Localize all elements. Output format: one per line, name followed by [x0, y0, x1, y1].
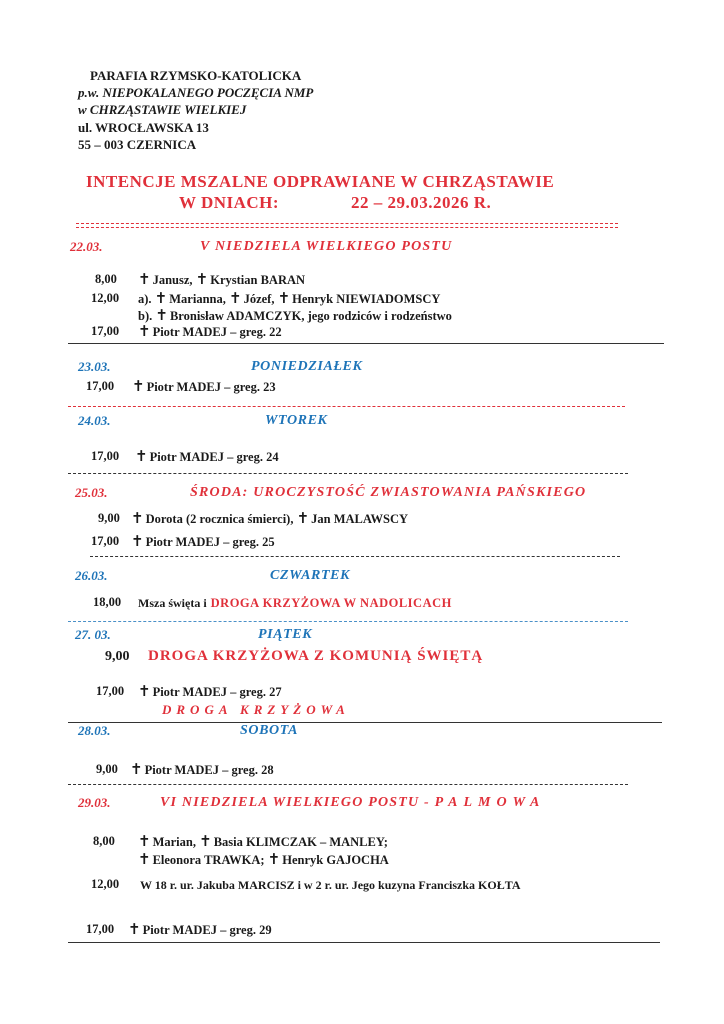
mass-time: 8,00: [93, 834, 115, 848]
mass-intention: ✝ Piotr MADEJ – greg. 25: [131, 534, 275, 550]
day-name: ŚRODA: UROCZYSTOŚĆ ZWIASTOWANIA PAŃSKIEGO: [190, 485, 587, 500]
mass-intention: ✝ Piotr MADEJ – greg. 28: [130, 762, 274, 778]
divider: [90, 556, 620, 557]
day-name: VI NIEDZIELA WIELKIEGO POSTU - PALMOWA: [160, 795, 546, 810]
mass-intention: ✝ Piotr MADEJ – greg. 24: [135, 449, 279, 465]
mass-time: 17,00: [91, 324, 120, 338]
mass-time: 17,00: [91, 449, 120, 463]
divider: [68, 621, 628, 622]
parish-postal: 55 – 003 CZERNICA: [78, 137, 197, 152]
mass-intention: ✝ Janusz, ✝ Krystian BARAN: [138, 272, 306, 288]
cross-icon: ✝: [199, 834, 212, 850]
cross-icon: ✝: [267, 852, 281, 868]
cross-icon: ✝: [138, 834, 151, 850]
mass-time: 18,00: [93, 595, 122, 609]
page-title: INTENCJE MSZALNE ODPRAWIANE W CHRZĄSTAWIE: [86, 172, 555, 191]
mass-time: 17,00: [86, 379, 115, 393]
mass-intention: W 18 r. ur. Jakuba MARCISZ i w 2 r. ur. Jego kuzyna Franciszka KOŁTA: [140, 878, 521, 892]
parish-patron: p.w. NIEPOKALANEGO POCZĘCIA NMP: [78, 85, 314, 100]
divider: [68, 942, 660, 943]
cross-icon: ✝: [138, 852, 151, 868]
mass-event: DROGA KRZYŻOWA: [162, 702, 350, 717]
divider: [68, 784, 628, 785]
mass-time: 12,00: [91, 291, 120, 305]
day-date: 23.03.: [78, 359, 111, 374]
cross-icon: ✝: [228, 291, 242, 307]
day-date: 29.03.: [78, 795, 111, 810]
mass-intention: ✝ Dorota (2 rocznica śmierci), ✝ Jan MALAWSCY: [131, 511, 409, 527]
mass-intention: a). ✝ Marianna, ✝ Józef, ✝ Henryk NIEWIADOMSCY: [138, 291, 441, 307]
cross-icon: ✝: [154, 291, 168, 307]
mass-time: 9,00: [105, 649, 130, 664]
mass-intention: Msza święta i DROGA KRZYŻOWA W NADOLICACH: [138, 596, 452, 610]
mass-intention: ✝ Marian, ✝ Basia KLIMCZAK – MANLEY;: [138, 834, 388, 850]
mass-time: 8,00: [95, 272, 117, 286]
divider: [68, 343, 664, 344]
title-dates-label: W DNIACH:: [179, 193, 280, 212]
day-date: 22.03.: [70, 239, 103, 254]
divider: [68, 473, 628, 474]
divider: [68, 722, 662, 723]
cross-icon: ✝: [138, 684, 151, 700]
mass-time: 17,00: [96, 684, 125, 698]
day-name: PIĄTEK: [258, 627, 313, 642]
cross-icon: ✝: [296, 511, 310, 527]
day-name: V NIEDZIELA WIELKIEGO POSTU: [200, 239, 453, 254]
mass-intention: b). ✝ Bronisław ADAMCZYK, jego rodziców i rodzeństwo: [138, 308, 452, 324]
day-date: 26.03.: [75, 568, 108, 583]
mass-time: 17,00: [91, 534, 120, 548]
mass-intention: ✝ Piotr MADEJ – greg. 29: [128, 922, 272, 938]
cross-icon: ✝: [135, 449, 148, 465]
cross-icon: ✝: [128, 922, 141, 938]
cross-icon: ✝: [155, 308, 168, 324]
cross-icon: ✝: [195, 272, 209, 288]
cross-icon: ✝: [131, 511, 144, 527]
day-name: SOBOTA: [240, 723, 299, 738]
divider: [76, 227, 618, 228]
parish-location: w CHRZĄSTAWIE WIELKIEJ: [78, 102, 247, 117]
parish-street: ul. WROCŁAWSKA 13: [78, 120, 209, 135]
mass-intention: ✝ Piotr MADEJ – greg. 27: [138, 684, 282, 700]
day-date: 24.03.: [78, 413, 111, 428]
divider: [76, 223, 618, 224]
parish-name: PARAFIA RZYMSKO-KATOLICKA: [90, 68, 302, 83]
cross-icon: ✝: [130, 762, 143, 778]
cross-icon: ✝: [277, 291, 291, 307]
day-date: 28.03.: [78, 723, 111, 738]
day-date: 25.03.: [75, 485, 108, 500]
mass-time: 9,00: [96, 762, 118, 776]
mass-time: 17,00: [86, 922, 115, 936]
mass-time: 12,00: [91, 877, 120, 891]
day-name: CZWARTEK: [270, 568, 351, 583]
day-name: WTOREK: [265, 413, 328, 428]
cross-icon: ✝: [131, 534, 144, 550]
cross-icon: ✝: [138, 272, 151, 288]
cross-icon: ✝: [132, 379, 145, 395]
cross-icon: ✝: [138, 324, 151, 340]
divider: [68, 406, 625, 407]
mass-intention: ✝ Eleonora TRAWKA; ✝ Henryk GAJOCHA: [138, 852, 389, 868]
mass-intention: ✝ Piotr MADEJ – greg. 23: [132, 379, 276, 395]
title-dates: 22 – 29.03.2026 R.: [351, 193, 492, 212]
mass-time: 9,00: [98, 511, 120, 525]
mass-intention: ✝ Piotr MADEJ – greg. 22: [138, 324, 282, 340]
mass-event: DROGA KRZYŻOWA Z KOMUNIĄ ŚWIĘTĄ: [148, 648, 484, 664]
day-date: 27. 03.: [75, 627, 111, 642]
day-name: PONIEDZIAŁEK: [251, 359, 363, 374]
